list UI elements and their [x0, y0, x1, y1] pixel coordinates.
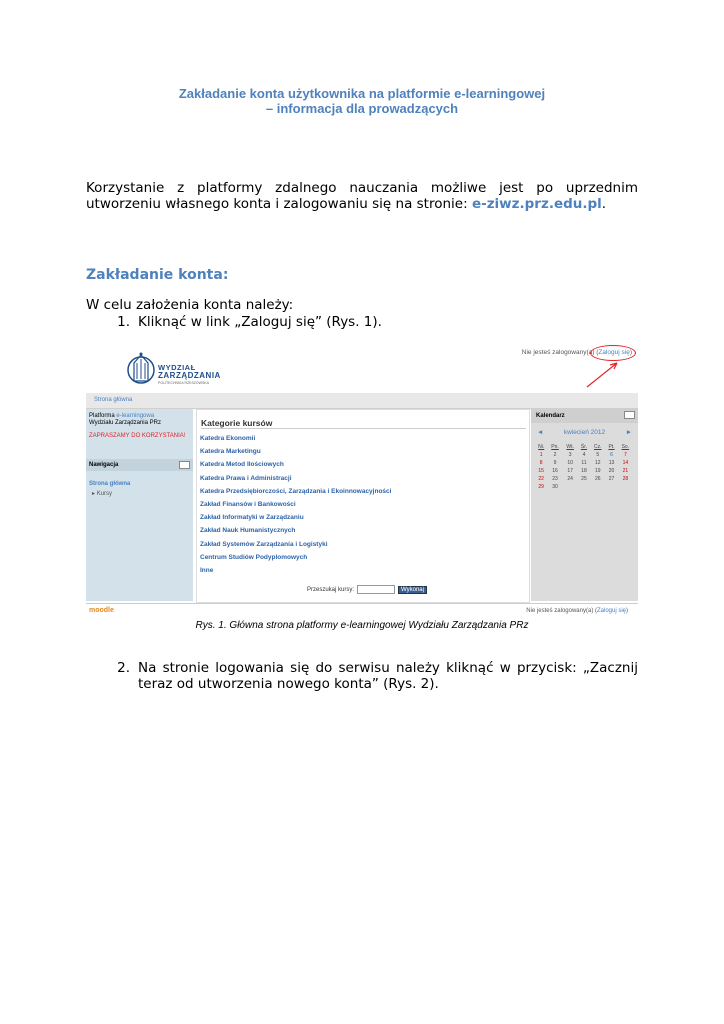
breadcrumb[interactable]: Strona główna	[94, 397, 133, 403]
weekday: Śr.	[580, 444, 588, 450]
calendar-day[interactable]: 1	[539, 452, 543, 458]
footer-login-text: Nie jesteś zalogowany(a) (	[526, 608, 597, 614]
calendar-grid	[535, 443, 633, 491]
title-line-2: – informacja dla prowadzących	[265, 101, 459, 116]
collapse-icon[interactable]	[179, 461, 190, 469]
invite-text: ZAPRASZAMY DO KORZYSTANIA!	[89, 433, 186, 439]
step-text: Kliknąć w link „Zaloguj się” (Rys. 1).	[138, 314, 382, 330]
course-categories-panel	[196, 409, 530, 603]
step-number: 1.	[117, 314, 130, 330]
calendar-day[interactable]: 7	[623, 452, 627, 458]
calendar-day[interactable]: 10	[567, 460, 573, 466]
step-item	[86, 660, 638, 692]
next-month-icon[interactable]: ►	[625, 429, 632, 436]
weekday-row	[535, 443, 633, 451]
calendar-day[interactable]: 29	[538, 484, 544, 490]
calendar-block	[531, 409, 638, 601]
intro-end: .	[601, 196, 607, 212]
weekday: Pn.	[551, 444, 559, 450]
section-intro: W celu założenia konta należy:	[86, 297, 294, 313]
nav-courses[interactable]: ▸ Kursy	[92, 491, 113, 497]
calendar-day[interactable]: 16	[552, 468, 558, 474]
footer-login-status	[526, 608, 628, 614]
week-row	[535, 483, 633, 491]
platform-link[interactable]: e-learningowa	[116, 413, 155, 419]
weekday: Cz.	[593, 444, 602, 450]
calendar-day	[563, 483, 578, 491]
category-link[interactable]: Zakład Finansów i Bankowości	[200, 500, 296, 508]
category-link[interactable]: Inne	[200, 566, 214, 574]
calendar-day	[618, 483, 633, 491]
calendar-day[interactable]: 3	[568, 452, 572, 458]
red-arrow-icon	[583, 359, 623, 389]
category-link[interactable]: Katedra Metod Ilościowych	[200, 461, 284, 469]
section-heading: Zakładanie konta:	[86, 267, 229, 283]
categories-heading: Kategorie kursów	[201, 418, 273, 428]
calendar-header	[531, 409, 638, 423]
steps-list-2	[86, 660, 638, 692]
search-label: Przeszukaj kursy:	[307, 586, 355, 593]
calendar-day[interactable]: 17	[567, 468, 573, 474]
steps-list-1	[86, 314, 638, 330]
platform-line-2: Wydziału Zarządzania PRz	[89, 420, 161, 426]
category-link[interactable]: Katedra Ekonomii	[200, 435, 256, 442]
course-search	[307, 585, 427, 594]
navigation-heading: Nawigacja	[89, 462, 119, 468]
calendar-day[interactable]: 18	[581, 468, 587, 474]
category-link[interactable]: Katedra Prawa i Administracji	[200, 474, 292, 482]
footer-login-link[interactable]: Zaloguj się	[596, 608, 626, 614]
calendar-day[interactable]: 9	[553, 460, 557, 466]
nav-home-link[interactable]: Strona główna	[89, 481, 131, 487]
calendar-day[interactable]: 8	[539, 460, 543, 466]
calendar-day[interactable]: 30	[552, 484, 558, 490]
nav-courses-label: Kursy	[96, 491, 113, 497]
calendar-day[interactable]: 21	[622, 468, 629, 474]
search-button[interactable]: Wykonaj	[398, 586, 427, 594]
calendar-month[interactable]: kwiecień 2012	[563, 429, 606, 436]
calendar-heading: Kalendarz	[536, 413, 565, 419]
platform-info	[89, 413, 161, 427]
collapse-icon[interactable]	[624, 411, 635, 419]
calendar-day[interactable]: 6	[610, 452, 613, 458]
calendar-day[interactable]: 4	[582, 452, 586, 458]
calendar-day	[605, 483, 617, 491]
faculty-emblem-icon	[126, 349, 156, 389]
footer-login-end: )	[626, 608, 628, 614]
logo-line-1: WYDZIAŁ	[158, 363, 196, 372]
calendar-day[interactable]: 19	[594, 468, 601, 474]
calendar-day[interactable]: 25	[581, 476, 587, 482]
faculty-logo	[126, 349, 246, 389]
calendar-day[interactable]: 28	[622, 476, 629, 482]
step-text: Na stronie logowania się do serwisu należy kliknąć w przycisk: „Zacznij teraz od utworzenia nowego konta” (Rys. 2).	[138, 660, 638, 692]
category-link[interactable]: Centrum Studiów Podyplomowych	[200, 553, 308, 561]
calendar-day[interactable]: 15	[538, 468, 544, 474]
weekday: Wt.	[566, 444, 574, 450]
category-link[interactable]: Katedra Przedsiębiorczości, Zarządzania i Ekoinnowacyjności	[200, 487, 392, 495]
category-link[interactable]: Zakład Nauk Humanistycznych	[200, 527, 296, 535]
calendar-day[interactable]: 22	[538, 476, 544, 482]
login-status-text: Nie jesteś zalogowany(a) (	[521, 349, 599, 356]
moodle-logo[interactable]: moodle	[89, 607, 114, 614]
calendar-day	[590, 483, 605, 491]
document-title	[0, 86, 724, 116]
calendar-day[interactable]: 11	[581, 460, 587, 466]
figure-caption: Rys. 1. Główna strona platformy e-learningowej Wydziału Zarządzania PRz	[195, 620, 529, 631]
search-input[interactable]	[357, 585, 395, 594]
week-row	[535, 467, 633, 475]
week-row	[535, 451, 633, 459]
step-item	[86, 314, 638, 330]
calendar-day[interactable]: 5	[596, 452, 600, 458]
login-status-end: )	[629, 349, 632, 356]
step-number: 2.	[117, 660, 130, 676]
breadcrumb-bar	[86, 393, 638, 409]
calendar-day[interactable]: 13	[608, 460, 615, 466]
login-link[interactable]: Zaloguj się	[598, 349, 630, 356]
intro-paragraph	[86, 180, 638, 212]
intro-text: Korzystanie z platformy zdalnego nauczania możliwe jest po uprzednim utworzeniu własnego konta i zalogowaniu się na stronie:	[86, 180, 638, 212]
category-link[interactable]: Katedra Marketingu	[200, 448, 261, 456]
calendar-day[interactable]: 27	[608, 476, 615, 482]
week-row	[535, 475, 633, 483]
platform-prefix: Platforma	[89, 413, 117, 419]
logo-line-3: POLITECHNIKA RZESZOWSKA	[158, 381, 209, 385]
footer-divider	[86, 603, 638, 604]
weekday: So.	[621, 444, 630, 450]
calendar-day[interactable]: 2	[553, 452, 557, 458]
left-column	[86, 409, 193, 601]
calendar-day[interactable]: 24	[567, 476, 573, 482]
calendar-day[interactable]: 14	[622, 460, 629, 466]
week-row	[535, 459, 633, 467]
categories-list	[200, 435, 391, 580]
platform-screenshot	[86, 343, 638, 617]
calendar-day[interactable]: 20	[608, 468, 615, 474]
category-link[interactable]: Zakład Informatyki w Zarządzaniu	[200, 514, 304, 522]
weekday: Pt.	[608, 444, 615, 450]
calendar-day[interactable]: 12	[594, 460, 601, 466]
heading-divider	[201, 428, 526, 429]
navigation-block-header	[86, 459, 193, 471]
logo-line-2: ZARZĄDZANIA	[158, 371, 221, 380]
category-link[interactable]: Zakład Systemów Zarządzania i Logistyki	[200, 540, 328, 548]
platform-url[interactable]: e-ziwz.prz.edu.pl	[471, 196, 602, 212]
weekday: Ni.	[538, 444, 545, 450]
calendar-day[interactable]: 23	[552, 476, 558, 482]
calendar-day	[578, 483, 590, 491]
calendar-day[interactable]: 26	[594, 476, 601, 482]
title-line-1: Zakładanie konta użytkownika na platformie e-learningowej	[178, 86, 546, 101]
prev-month-icon[interactable]: ◄	[537, 429, 544, 436]
